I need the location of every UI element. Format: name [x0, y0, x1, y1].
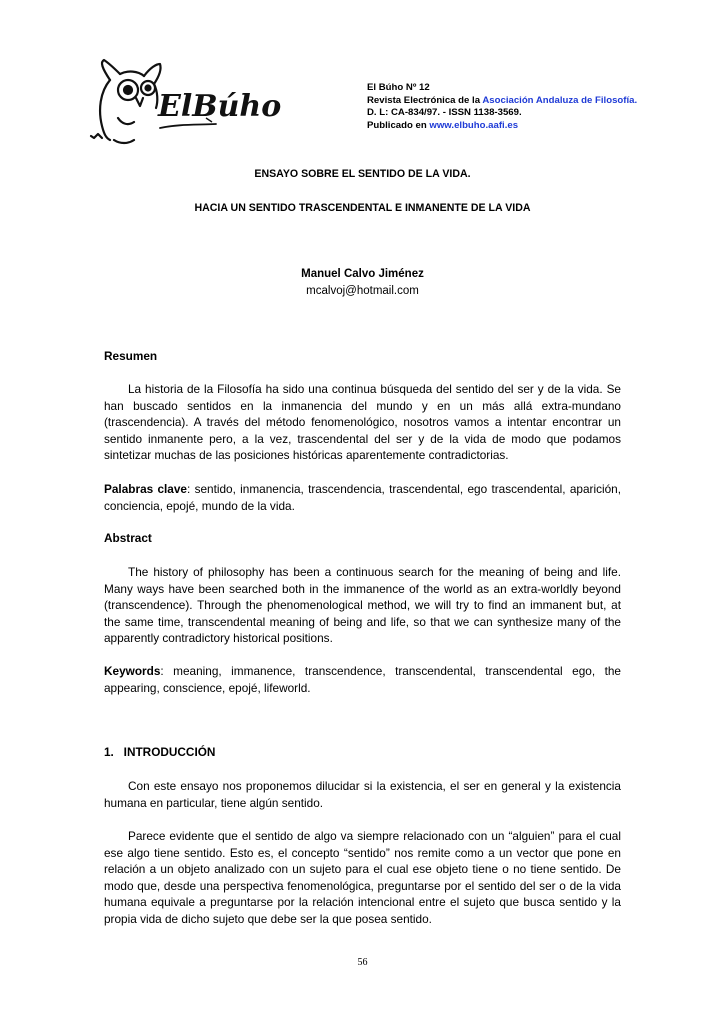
palabras-clave-paragraph: Palabras clave: sentido, inmanencia, trascendencia, trascendental, ego trascendental, aparición, conciencia, epojé, mundo de la vida.	[104, 482, 621, 513]
palabras-clave-label: Palabras clave	[104, 482, 187, 496]
author-email: mcalvoj@hotmail.com	[306, 285, 419, 297]
journal-line: Revista Electrónica de la Asociación Andaluza de Filosofía.	[367, 94, 638, 106]
journal-header	[367, 82, 667, 132]
legal-line: D. L: CA-834/97. - ISSN 1138-3569.	[367, 107, 522, 119]
resumen-paragraph: La historia de la Filosofía ha sido una continua búsqueda del sentido del ser y de la vida. Se han buscado sentidos en la inmanencia del mundo y en un más allá extra-mundano (trascendencia). A través del método fenomenológico, nosotros vamos a intentar encontrar un sentido inmanente pero, a la vez, trascendental del ser y de la vida de modo que podamos sintetizar muchas de las posiciones históricas aparentemente contradictorias.	[104, 382, 621, 463]
association-link[interactable]: Asociación Andaluza de Filosofía.	[482, 94, 638, 106]
keywords-label: Keywords	[104, 664, 161, 678]
intro-paragraph-1: Con este ensayo nos proponemos dilucidar si la existencia, el ser en general y la existencia humana en particular, tiene algún sentido.	[104, 779, 621, 810]
issue-line: El Búho Nº 12	[367, 82, 430, 93]
keywords-paragraph: Keywords: meaning, immanence, transcendence, transcendental, transcendental ego, the appearing, conscience, epojé, lifeworld.	[104, 664, 621, 695]
website-link[interactable]: www.elbuho.aafi.es	[429, 119, 519, 131]
page-title: ENSAYO SOBRE EL SENTIDO DE LA VIDA.	[254, 168, 471, 180]
section-heading-introduccion: 1. INTRODUCCIÓN	[104, 745, 216, 759]
intro-paragraph-2: Parece evidente que el sentido de algo va siempre relacionado con un “alguien” para el cual ese algo tiene sentido. Esto es, el concepto “sentido” nos remite como a un vector que pone en relación a un objeto analizado con un sujeto para el cual ese objeto tiene o no tiene sentido. De modo que, desde una perspectiva fenomenológica, preguntarse por el sentido del ser o de la vida humana equivale a preguntarse por la relación intencional entre el sujeto que busca sentido y la propia vida de dicho sujeto que debe ser la que posea sentido.	[104, 829, 621, 926]
owl-logo	[88, 58, 282, 146]
page-number: 56	[357, 957, 368, 968]
abstract-paragraph: The history of philosophy has been a continuous search for the meaning of being and life. Many ways have been searched both in the immanence of the world as an extra-worldly beyond (transcendence). Through the phenomenological method, we will try to find an immanent but, at the same time, transcendental meaning of being and life, so that we can synthesize many of the apparently contradictory historical positions.	[104, 565, 621, 646]
logo-text: ElBúho	[158, 89, 282, 124]
abstract-heading: Abstract	[104, 531, 152, 545]
page-subtitle: HACIA UN SENTIDO TRASCENDENTAL E INMANENTE DE LA VIDA	[194, 202, 531, 214]
author-name: Manuel Calvo Jiménez	[301, 268, 424, 280]
published-line: Publicado en www.elbuho.aafi.es	[367, 119, 519, 131]
resumen-heading: Resumen	[104, 349, 158, 363]
